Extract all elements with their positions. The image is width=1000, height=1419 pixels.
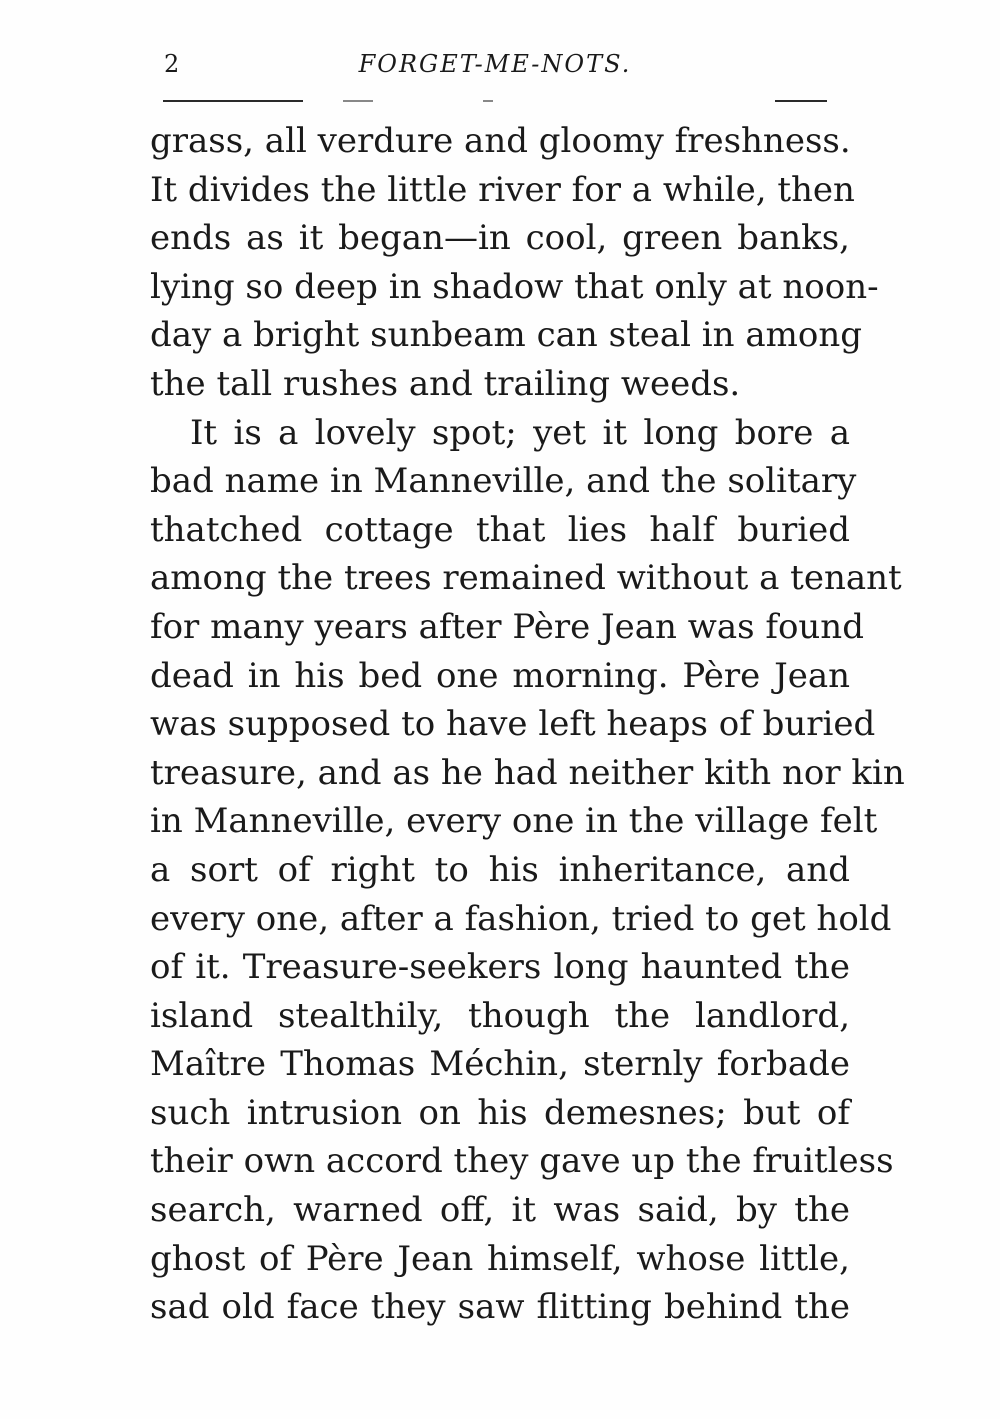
text-line: in Manneville, every one in the village felt [150,801,878,842]
running-title: FORGET-ME-NOTS. [358,50,632,78]
text-line: bad name in Manneville, and the solitary [150,461,857,502]
text-line: for many years after Père Jean was found [150,606,864,647]
text-line: Maître Thomas Méchin, sternly forbade [150,1044,850,1085]
text-line: was supposed to have left heaps of buried [150,704,876,745]
page-number: 2 [164,50,180,78]
text-line: sad old face they saw flitting behind the [150,1287,850,1328]
text-line: among the trees remained without a tenant [150,558,902,599]
text-line: grass, all verdure and gloomy freshness. [150,121,851,161]
text-line: of it. Treasure-seekers long haunted the [150,947,850,988]
text-line: It is a lovely spot; yet it long bore a [190,412,850,453]
text-line: It divides the little river for a while, then [150,169,855,210]
text-line: the tall rushes and trailing weeds. [150,363,741,404]
text-line: search, warned off, it was said, by the [150,1190,850,1231]
header-rule [163,100,827,103]
text-line: such intrusion on his demesnes; but of [150,1092,850,1133]
text-line: island stealthily, though the landlord, [150,995,850,1036]
text-line: thatched cottage that lies half buried [150,509,850,550]
text-line: their own accord they gave up the fruitless [150,1141,894,1182]
body-text [150,117,905,1332]
text-line: every one, after a fashion, tried to get hold [150,898,892,939]
text-line: a sort of right to his inheritance, and [150,849,850,890]
text-line: lying so deep in shadow that only at noon- [150,266,879,307]
text-line: ghost of Père Jean himself, whose little, [150,1238,850,1279]
text-line: dead in his bed one morning. Père Jean [150,655,850,696]
text-line: day a bright sunbeam can steal in among [150,315,863,356]
page-header [150,48,840,84]
text-line: treasure, and as he had neither kith nor kin [150,752,905,793]
text-line: ends as it began—in cool, green banks, [150,218,850,259]
